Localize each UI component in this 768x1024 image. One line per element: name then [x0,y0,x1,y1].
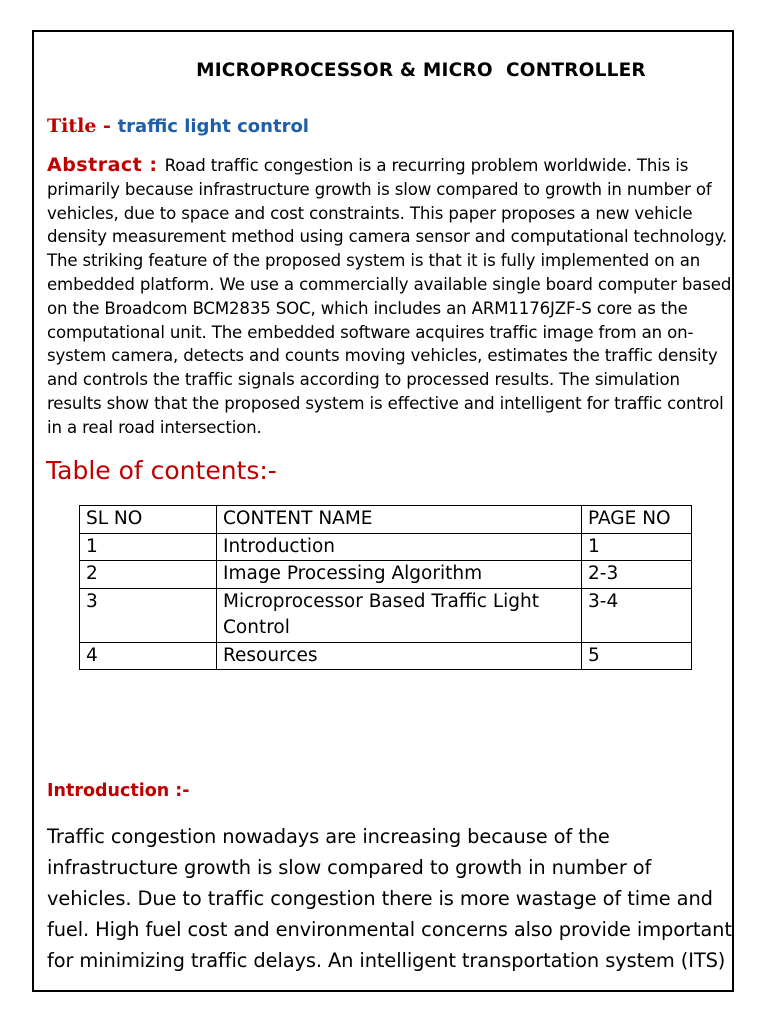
toc-cell-name: Image Processing Algorithm [217,561,582,589]
toc-cell-page: 5 [582,642,692,670]
toc-cell-name: Introduction [217,533,582,561]
abstract-paragraph [47,154,737,440]
toc-row [80,533,692,561]
toc-row [80,588,692,642]
toc-header-page: PAGE NO [582,506,692,534]
toc-cell-page: 1 [582,533,692,561]
toc-table [79,505,692,670]
title-value: traffic light control [117,116,309,137]
introduction-paragraph: Traffic congestion nowadays are increasing because of the infrastructure growth is slow compared to growth in number of vehicles. Due to traffic congestion there is more wastage of time and fuel. High fuel cost and environmental concerns also provide important for minimizing traffic delays. An intelligent transportation system (ITS) [47,825,732,972]
toc-cell-sl: 4 [80,642,217,670]
title-line [47,115,309,137]
toc-row [80,561,692,589]
toc-cell-sl: 2 [80,561,217,589]
toc-cell-name: Microprocessor Based Traffic Light Control [217,588,582,642]
abstract-text: Road traffic congestion is a recurring problem worldwide. This is primarily because infrastructure growth is slow compared to growth in number of vehicles, due to space and cost constraints. This paper proposes a new vehicle density measurement method using camera sensor and computational technology. The striking feature of the proposed system is that it is fully implemented on an embedded platform. We use a commercially available single board computer based on the Broadcom BCM2835 SOC, which includes an ARM1176JZF-S core as the computational unit. The embedded software acquires traffic image from an on-system camera, detects and counts moving vehicles, estimates the traffic density and controls the traffic signals according to processed results. The simulation results show that the proposed system is effective and intelligent for traffic control in a real road intersection. [47,156,732,437]
toc-cell-page: 2-3 [582,561,692,589]
document-heading: MICROPROCESSOR & MICRO CONTROLLER [196,60,646,81]
introduction-heading: Introduction :- [47,781,190,801]
toc-header-sl: SL NO [80,506,217,534]
title-label: Title - [47,115,118,137]
toc-cell-page: 3-4 [582,588,692,642]
toc-cell-sl: 1 [80,533,217,561]
toc-cell-sl: 3 [80,588,217,642]
toc-cell-name: Resources [217,642,582,670]
toc-heading: Table of contents:- [46,456,277,485]
toc-header-row [80,506,692,534]
toc-row [80,642,692,670]
toc-header-name: CONTENT NAME [217,506,582,534]
abstract-label: Abstract : [47,154,165,176]
